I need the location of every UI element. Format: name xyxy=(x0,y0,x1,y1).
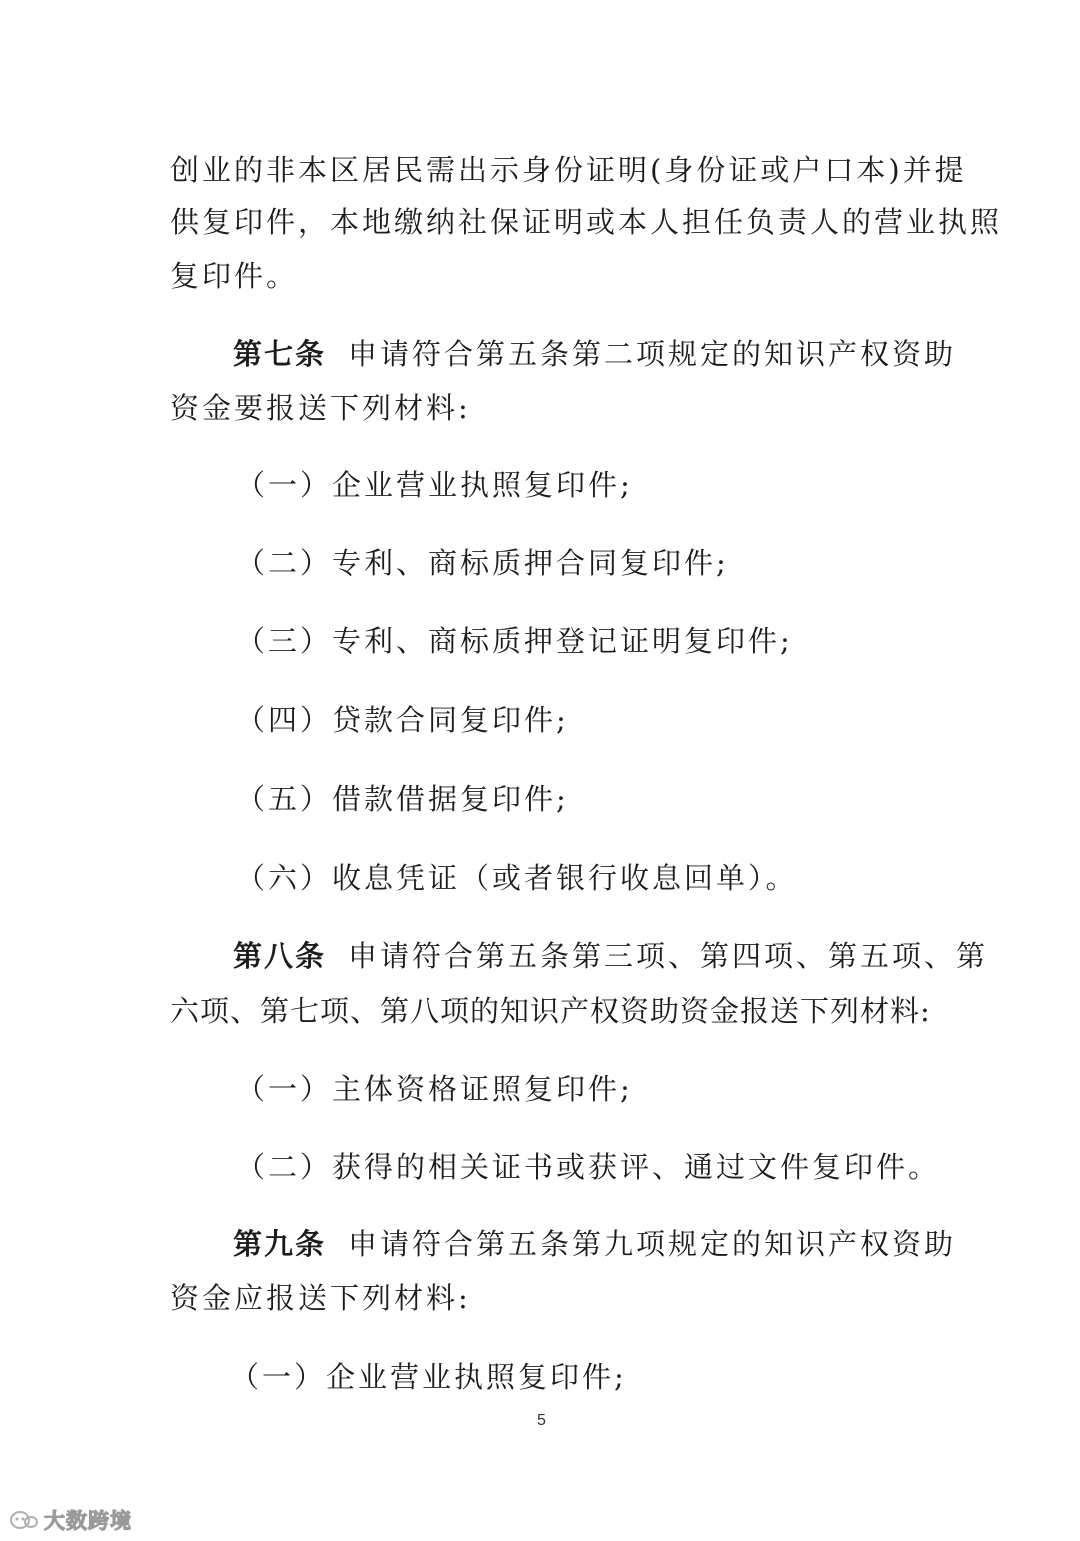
list-item: （二）专利、商标质押合同复印件; xyxy=(236,546,729,580)
article-7-heading: 第七条 xyxy=(233,337,327,371)
article-9-line2: 资金应报送下列材料: xyxy=(170,1281,471,1315)
list-item: （二）获得的相关证书或获评、通过文件复印件。 xyxy=(236,1150,941,1184)
article-8-line1 xyxy=(233,936,988,976)
paragraph-line: 创业的非本区居民需出示身份证明(身份证或户口本)并提 xyxy=(170,153,967,187)
article-9-heading: 第九条 xyxy=(233,1227,327,1261)
article-7-text: 申请符合第五条第二项规定的知识产权资助 xyxy=(348,337,957,371)
watermark xyxy=(8,1505,132,1535)
article-7-line1 xyxy=(233,334,956,374)
article-8-line2: 六项、第七项、第八项的知识产权资助资金报送下列材料: xyxy=(170,994,931,1028)
list-item: （一）企业营业执照复印件; xyxy=(236,468,633,502)
article-8-heading: 第八条 xyxy=(233,939,327,973)
watermark-logo-icon xyxy=(8,1509,38,1531)
list-item: （五）借款借据复印件; xyxy=(236,782,569,816)
article-9-line1 xyxy=(233,1224,956,1264)
list-item: （六）收息凭证（或者银行收息回单）。 xyxy=(236,861,798,895)
list-item: （一）企业营业执照复印件; xyxy=(230,1360,627,1394)
article-9-text: 申请符合第五条第九项规定的知识产权资助 xyxy=(348,1227,957,1261)
list-item: （一）主体资格证照复印件; xyxy=(236,1072,633,1106)
watermark-text: 大数跨境 xyxy=(44,1509,132,1533)
list-item: （四）贷款合同复印件; xyxy=(236,703,569,737)
article-8-text: 申请符合第五条第三项、第四项、第五项、第 xyxy=(348,939,989,973)
paragraph-line: 供复印件，本地缴纳社保证明或本人担任负责人的营业执照 xyxy=(170,205,1003,239)
list-item: （三）专利、商标质押登记证明复印件; xyxy=(236,624,793,658)
paragraph-line: 复印件。 xyxy=(170,259,299,293)
page-number: 5 xyxy=(537,1412,546,1429)
article-7-line2: 资金要报送下列材料: xyxy=(170,391,471,425)
